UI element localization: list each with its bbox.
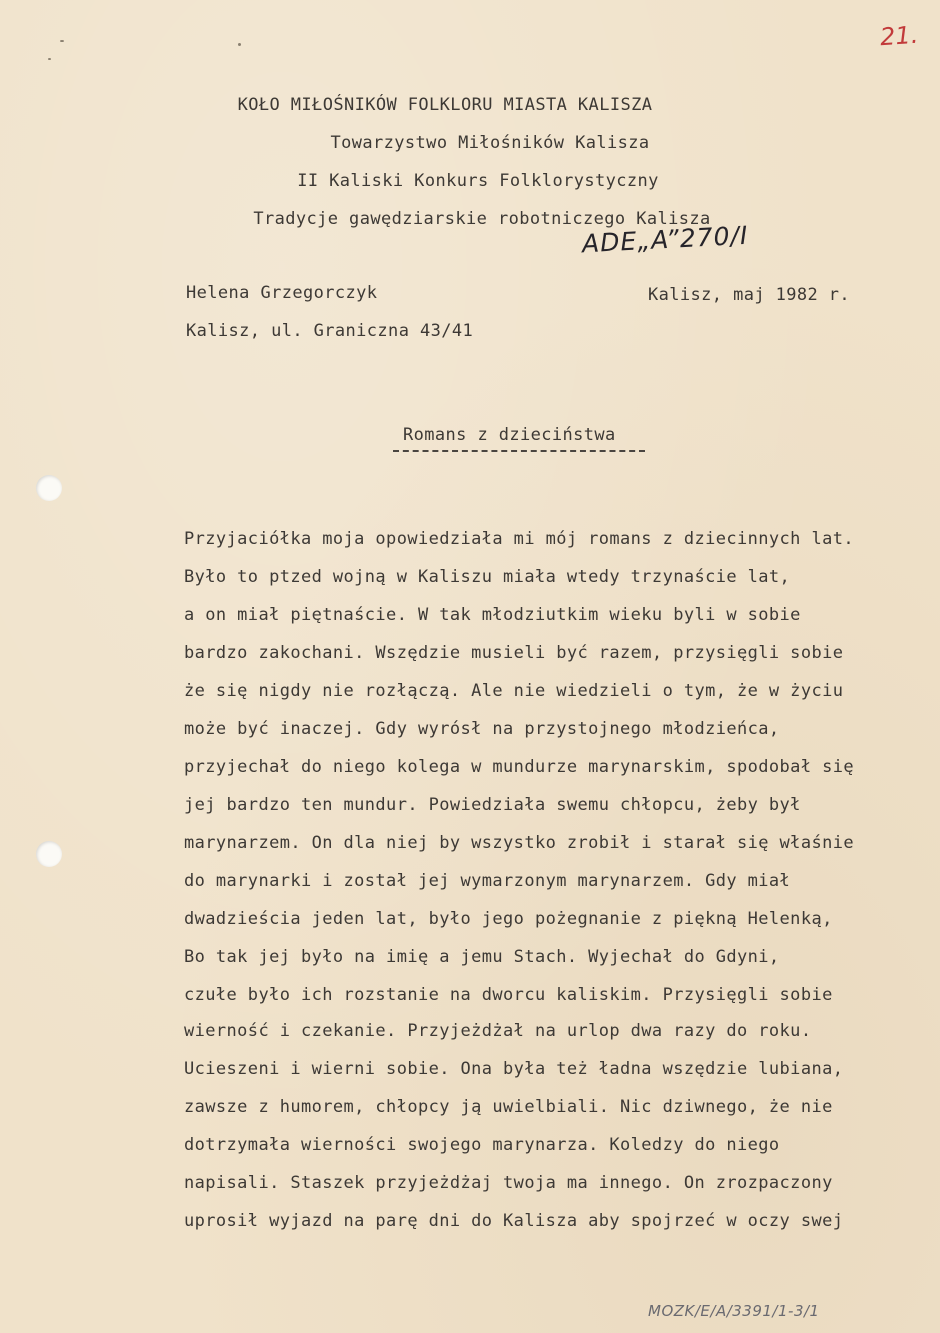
- body-line: Ucieszeni i wierni sobie. Ona była też ładna wszędzie lubiana,: [184, 1059, 844, 1079]
- punch-hole-lower: [36, 841, 62, 867]
- author-address: Kalisz, ul. Graniczna 43/41: [186, 321, 474, 341]
- place-date: Kalisz, maj 1982 r.: [648, 285, 851, 305]
- story-title: Romans z dzieciństwa: [403, 425, 616, 445]
- paper-speck: [60, 40, 64, 42]
- title-underline: [393, 450, 645, 452]
- body-line: do marynarki i został jej wymarzonym marynarzem. Gdy miał: [184, 871, 791, 891]
- body-line: marynarzem. On dla niej by wszystko zrobił i starał się właśnie: [184, 833, 854, 853]
- body-line: czułe było ich rozstanie na dworcu kaliskim. Przysięgli sobie: [184, 985, 833, 1005]
- archive-reference: ADE„A”270/I: [581, 220, 750, 259]
- body-line: Przyjaciółka moja opowiedziała mi mój romans z dziecinnych lat.: [184, 529, 854, 549]
- punch-hole-upper: [36, 475, 62, 501]
- body-line: dotrzymała wierności swojego marynarza. Koledzy do niego: [184, 1135, 780, 1155]
- body-line: a on miał piętnaście. W tak młodziutkim wieku byli w sobie: [184, 605, 801, 625]
- catalog-number: MOZK/E/A/3391/1-3/1: [648, 1302, 820, 1320]
- body-line: Było to ptzed wojną w Kaliszu miała wtedy trzynaście lat,: [184, 567, 791, 587]
- body-line: uprosił wyjazd na parę dni do Kalisza aby spojrzeć w oczy swej: [184, 1211, 844, 1231]
- body-line: bardzo zakochani. Wszędzie musieli być razem, przysięgli sobie: [184, 643, 844, 663]
- body-line: dwadzieścia jeden lat, było jego pożegnanie z piękną Helenką,: [184, 909, 833, 929]
- header-organization: KOŁO MIŁOŚNIKÓW FOLKLORU MIASTA KALISZA: [237, 95, 653, 115]
- body-line: zawsze z humorem, chłopcy ją uwielbiali. Nic dziwnego, że nie: [184, 1097, 833, 1117]
- header-society: Towarzystwo Miłośników Kalisza: [330, 133, 650, 153]
- body-line: że się nigdy nie rozłączą. Ale nie wiedzieli o tym, że w życiu: [184, 681, 844, 701]
- paper-speck: [238, 43, 241, 46]
- body-line: jej bardzo ten mundur. Powiedziała swemu chłopcu, żeby był: [184, 795, 801, 815]
- body-line: wierność i czekanie. Przyjeżdżał na urlop dwa razy do roku.: [184, 1021, 812, 1041]
- header-contest: II Kaliski Konkurs Folklorystyczny: [297, 171, 659, 191]
- author-name: Helena Grzegorczyk: [186, 283, 378, 303]
- paper-speck: [48, 58, 51, 60]
- body-line: napisali. Staszek przyjeżdżaj twoja ma innego. On zrozpaczony: [184, 1173, 833, 1193]
- header-theme: Tradycje gawędziarskie robotniczego Kalisza: [253, 209, 711, 229]
- body-line: przyjechał do niego kolega w mundurze marynarskim, spodobał się: [184, 757, 854, 777]
- page-number: 21.: [879, 20, 920, 52]
- body-line: może być inaczej. Gdy wyrósł na przystojnego młodzieńca,: [184, 719, 780, 739]
- body-line: Bo tak jej było na imię a jemu Stach. Wyjechał do Gdyni,: [184, 947, 780, 967]
